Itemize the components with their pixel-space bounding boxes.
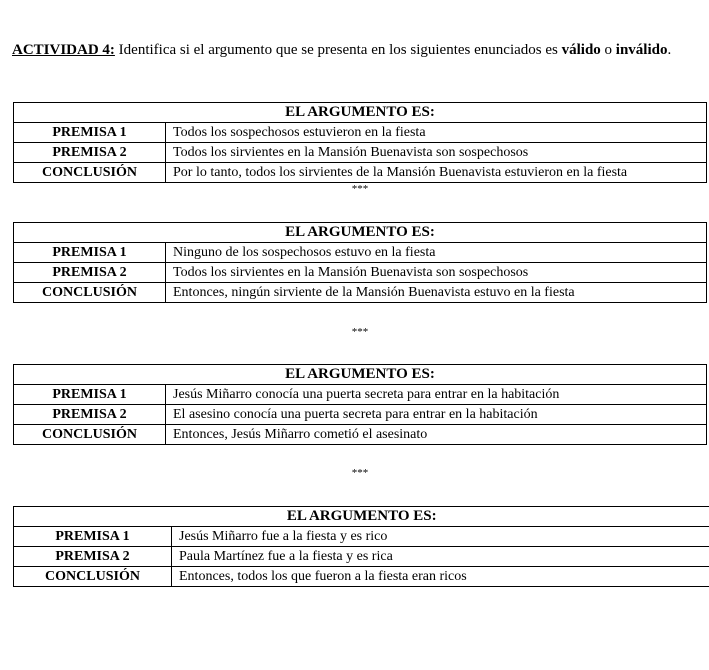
word-invalid: inválido xyxy=(615,42,668,58)
row-label-conclusion: CONCLUSIÓN xyxy=(14,567,172,587)
table-row xyxy=(14,123,707,143)
argument-table-3 xyxy=(13,364,707,445)
table-row xyxy=(14,243,707,263)
activity-text-after: . xyxy=(667,42,672,58)
row-text: Ninguno de los sospechosos estuvo en la fiesta xyxy=(166,243,707,263)
row-text: Todos los sirvientes en la Mansión Buenavista son sospechosos xyxy=(166,143,707,163)
row-label-premisa-2: PREMISA 2 xyxy=(14,143,166,163)
table-row xyxy=(14,425,707,445)
table-row xyxy=(14,405,707,425)
table-row xyxy=(14,263,707,283)
row-text: Entonces, ningún sirviente de la Mansión Buenavista estuvo en la fiesta xyxy=(166,283,707,303)
row-text: Todos los sospechosos estuvieron en la fiesta xyxy=(166,123,707,143)
separator-stars: *** xyxy=(351,467,369,479)
row-label-premisa-1: PREMISA 1 xyxy=(14,385,166,405)
row-text: Paula Martínez fue a la fiesta y es rica xyxy=(172,547,709,567)
row-text: El asesino conocía una puerta secreta para entrar en la habitación xyxy=(166,405,707,425)
row-text: Todos los sirvientes en la Mansión Buenavista son sospechosos xyxy=(166,263,707,283)
row-label-premisa-1: PREMISA 1 xyxy=(14,243,166,263)
word-valid: válido xyxy=(561,42,601,58)
activity-label: ACTIVIDAD 4: xyxy=(12,42,115,58)
activity-heading xyxy=(12,41,697,59)
row-text: Por lo tanto, todos los sirvientes de la Mansión Buenavista estuvieron en la fiesta xyxy=(166,163,707,183)
argument-title[interactable]: EL ARGUMENTO ES: xyxy=(14,507,709,527)
row-label-conclusion: CONCLUSIÓN xyxy=(14,425,166,445)
argument-table-2 xyxy=(13,222,707,303)
row-label-premisa-2: PREMISA 2 xyxy=(14,263,166,283)
table-row xyxy=(14,283,707,303)
table-row xyxy=(14,547,709,567)
argument-table-1 xyxy=(13,102,707,183)
table-row xyxy=(14,527,709,547)
row-label-premisa-2: PREMISA 2 xyxy=(14,405,166,425)
argument-title[interactable]: EL ARGUMENTO ES: xyxy=(14,103,707,123)
argument-title[interactable]: EL ARGUMENTO ES: xyxy=(14,223,707,243)
row-text: Jesús Miñarro conocía una puerta secreta para entrar en la habitación xyxy=(166,385,707,405)
row-text: Entonces, todos los que fueron a la fiesta eran ricos xyxy=(172,567,709,587)
row-label-premisa-1: PREMISA 1 xyxy=(14,123,166,143)
activity-text-middle: o xyxy=(600,42,616,58)
separator-stars: *** xyxy=(351,326,369,338)
row-label-conclusion: CONCLUSIÓN xyxy=(14,283,166,303)
table-row xyxy=(14,567,709,587)
row-label-premisa-2: PREMISA 2 xyxy=(14,547,172,567)
table-row xyxy=(14,143,707,163)
table-row xyxy=(14,385,707,405)
separator-stars: *** xyxy=(351,183,369,195)
row-label-premisa-1: PREMISA 1 xyxy=(14,527,172,547)
row-label-conclusion: CONCLUSIÓN xyxy=(14,163,166,183)
row-text: Jesús Miñarro fue a la fiesta y es rico xyxy=(172,527,709,547)
argument-table-4 xyxy=(13,506,709,587)
row-text: Entonces, Jesús Miñarro cometió el asesinato xyxy=(166,425,707,445)
activity-text-before: Identifica si el argumento que se presenta en los siguientes enunciados es xyxy=(114,42,562,58)
argument-title[interactable]: EL ARGUMENTO ES: xyxy=(14,365,707,385)
table-row xyxy=(14,163,707,183)
